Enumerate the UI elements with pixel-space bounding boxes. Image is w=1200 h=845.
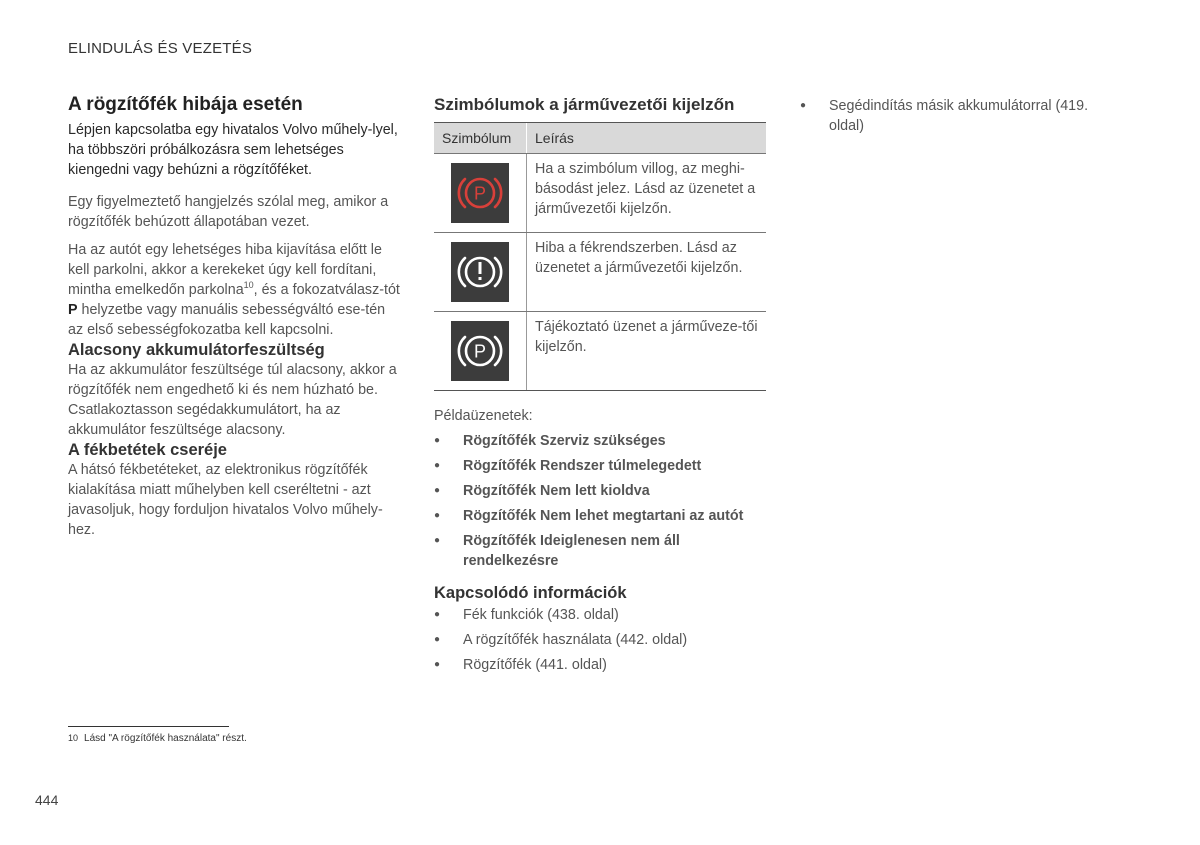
table-row	[434, 311, 766, 390]
battery-paragraph: Ha az akkumulátor feszültsége túl alacsony, akkor a rögzítőfék nem engedhető ki és nem húzható be. Csatlakoztasson segédakkumulátort, ha az akkumulátor feszültsége alacsony.	[68, 362, 397, 438]
section-title: A rögzítőfék hibája esetén	[68, 94, 303, 115]
column-middle	[434, 92, 766, 675]
related-link[interactable]: ● Rögzítőfék (441. oldal)	[434, 655, 766, 675]
related-link[interactable]: ● A rögzítőfék használata (442. oldal)	[434, 630, 766, 650]
svg-text:P: P	[473, 183, 487, 204]
list-item: ● Rögzítőfék Rendszer túlmelegedett	[434, 456, 766, 476]
list-item: ● Rögzítőfék Nem lett kioldva	[434, 481, 766, 501]
header-symbol: Szimbólum	[434, 123, 527, 153]
table-row	[434, 153, 766, 232]
column-right	[800, 96, 1100, 136]
column-left	[68, 92, 400, 540]
intro-paragraph: Lépjen kapcsolatba egy hivatalos Volvo műhely-lyel, ha többszöri próbálkozásra sem lehetséges kiengedni vagy behúzni a rögzítőféket.	[68, 122, 398, 178]
row-description: Ha a szimbólum villog, az meghi-básodást jelez. Lásd az üzenetet a járművezetői kijelzőn.	[535, 161, 756, 217]
warning-paragraph: Egy figyelmeztető hangjelzés szólal meg, amikor a rögzítőfék behúzott állapotában vezet.	[68, 194, 389, 230]
related-info-list-cont	[800, 96, 1100, 136]
footnote-ref: 10	[243, 280, 254, 291]
list-item: ● Rögzítőfék Ideiglenesen nem áll rendelkezésre	[434, 531, 766, 571]
row-description: Tájékoztató üzenet a járművezе-tői kijelzőn.	[535, 319, 758, 355]
row-description: Hiba a fékrendszerben. Lásd az üzenetet a járművezetői kijelzőn.	[535, 240, 743, 276]
example-messages-list	[434, 431, 766, 571]
symbols-heading: Szimbólumok a járművezetői kijelzőn	[434, 95, 735, 114]
table-row	[434, 232, 766, 311]
table-header	[434, 122, 766, 153]
brake-pads-heading: A fékbetétek cseréje	[68, 441, 227, 459]
related-link[interactable]: ● Segédindítás másik akkumulátorral (419. oldal)	[800, 96, 1100, 136]
list-item: ● Rögzítőfék Szerviz szükséges	[434, 431, 766, 451]
list-item: ● Rögzítőfék Nem lehet megtartani az autót	[434, 506, 766, 526]
svg-text:P: P	[473, 341, 487, 362]
brake-pads-paragraph: A hátsó fékbetéteket, az elektronikus rögzítőfék kialakítása miatt műhelyben kell cseréltetni - azt javasoljuk, hogy forduljon hivatalos Volvo műhely-hez.	[68, 462, 383, 538]
footnote-divider	[68, 726, 229, 727]
parking-brake-white-icon	[451, 321, 509, 381]
parking-paragraph: Ha az autót egy lehetséges hiba kijavítása előtt le kell parkolni, akkor a kerekeket úgy kell fordítani, mintha emelkedőn parkolna$^{10}$, és a fokozatválasz-tót P helyzetbe vagy manuális sebességváltó ese-tén az első sebességfokozatba kell kapcsolni.	[68, 242, 400, 338]
related-info-heading: Kapcsolódó információk	[434, 584, 627, 602]
footnote: 10 Lásd "A rögzítőfék használata" részt.	[68, 733, 247, 744]
header-description: Leírás	[535, 130, 574, 146]
symbols-table	[434, 122, 766, 391]
battery-heading: Alacsony akkumulátorfeszültség	[68, 341, 325, 359]
related-link[interactable]: ● Fék funkciók (438. oldal)	[434, 605, 766, 625]
brake-warning-icon	[451, 242, 509, 302]
page-number: 444	[35, 792, 59, 808]
examples-label: Példaüzenetek:	[434, 408, 533, 424]
parking-brake-red-icon	[451, 163, 509, 223]
running-header: ELINDULÁS ÉS VEZETÉS	[68, 40, 253, 57]
related-info-list	[434, 605, 766, 675]
